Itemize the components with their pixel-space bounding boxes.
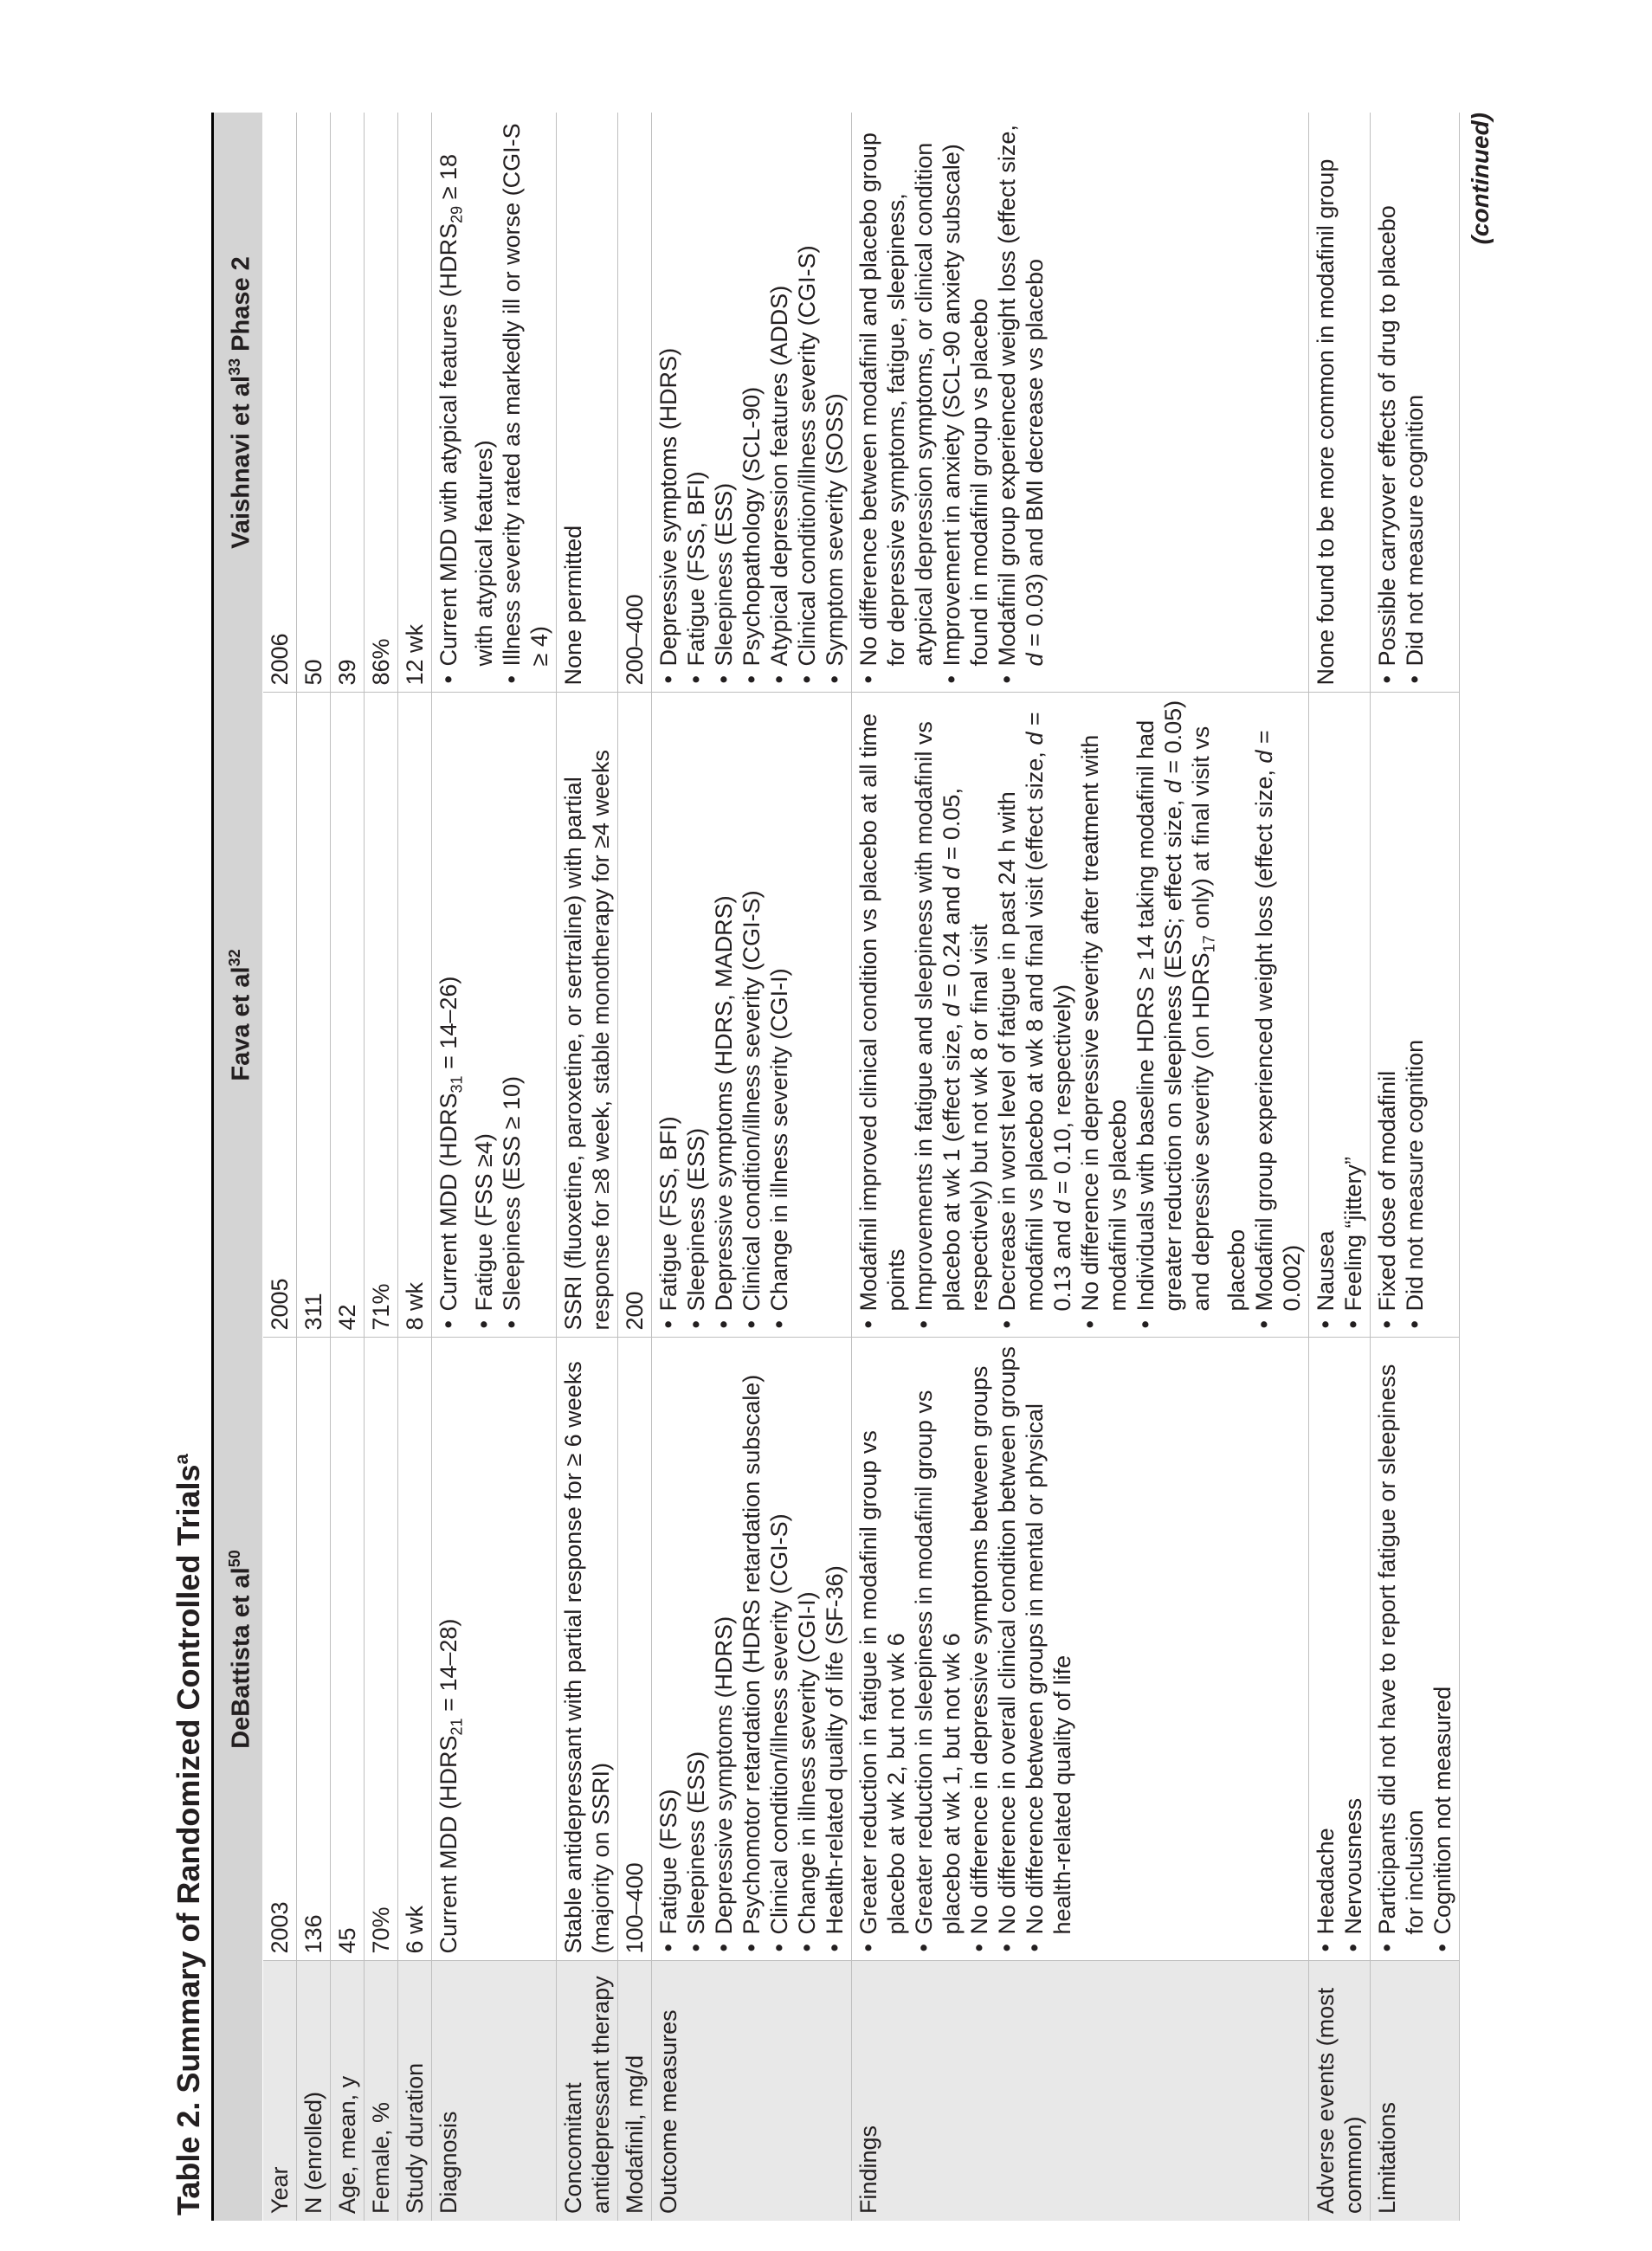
row-label: Female, % [364, 1961, 397, 2221]
list-item: • Modafinil improved clinical condition vs placebo at all time points [855, 699, 910, 1331]
cell-vaishnavi: 86% [364, 113, 397, 693]
list-item: • No difference in overall clinical condition between groups [993, 1344, 1021, 1954]
cell-vaishnavi: 200–400 [618, 113, 652, 693]
list-item: • Illness severity rated as markedly ill or worse (CGI-S ≥ 4) [498, 118, 553, 686]
table-row [262, 113, 296, 2221]
row-label: Adverse events (most common) [1309, 1961, 1371, 2221]
bullet-list [1373, 1344, 1456, 1954]
list-item: • Fatigue (FSS ≥4) [470, 699, 498, 1331]
table-row [1371, 113, 1460, 2221]
list-item: • Cognition not measured [1429, 1344, 1456, 1954]
list-item: • Sleepiness (ESS) [682, 699, 710, 1331]
row-label: N (enrolled) [296, 1961, 330, 2221]
list-item: • Headache [1312, 1344, 1339, 1954]
cell-fava: 200 [618, 693, 652, 1338]
list-item: • Individuals with baseline HDRS ≥ 14 taking modafinil had greater reduction on sleepiness (ESS; effect size, d = 0.05) and depressive severity (on $HDRS_{17}$ only) at final visit vs placebo [1132, 699, 1250, 1331]
row-label: Study duration [397, 1961, 431, 2221]
header-debattista: DeBattista et $al^{50}$ [214, 1338, 262, 1961]
table-row [364, 113, 397, 2221]
cell-fava: 71% [364, 693, 397, 1338]
cell-vaishnavi [852, 113, 1309, 693]
list-item: • Nervousness [1339, 1344, 1367, 1954]
bullet-list [855, 1344, 1076, 1954]
cell-fava [1309, 693, 1371, 1338]
list-item: • Depressive symptoms (HDRS) [710, 1344, 738, 1954]
table-row [330, 113, 364, 2221]
table-row [397, 113, 431, 2221]
list-item: • No difference between modafinil and placebo group for depressive symptoms, fatigue, sleepiness, atypical depression symptoms, or clinical condition [855, 118, 938, 686]
header-vaishnavi: Vaishnavi et $al^{33}$ Phase 2 [214, 113, 262, 693]
header-fava: Fava et $al^{32}$ [214, 693, 262, 1338]
row-label: Year [262, 1961, 296, 2221]
list-item: • No difference between groups in mental or physical health-related quality of life [1021, 1344, 1076, 1954]
list-item: • Greater reduction in sleepiness in modafinil group vs placebo at wk 1, but not wk 6 [910, 1344, 965, 1954]
cell-fava: SSRI (fluoxetine, paroxetine, or sertraline) with partial response for ≥8 week, stable monotherapy for ≥4 weeks [557, 693, 618, 1338]
list-item: • Fatigue (FSS) [655, 1344, 682, 1954]
cell-vaishnavi [652, 113, 852, 693]
bullet-list [855, 118, 1049, 686]
list-item: • Participants did not have to report fatigue or sleepiness for inclusion [1373, 1344, 1429, 1954]
cell-debattista: 2003 [262, 1338, 296, 1961]
bullet-list [435, 699, 526, 1331]
list-item: • Did not measure cognition [1401, 118, 1429, 686]
list-item: • Nausea [1312, 699, 1339, 1331]
row-label: Age, mean, y [330, 1961, 364, 2221]
bullet-list [1373, 699, 1429, 1331]
list-item: • Psychomotor retardation (HDRS retardation subscale) [738, 1344, 765, 1954]
table-title: Table 2. Summary of Randomized Controlled Trials$^a$ [165, 113, 214, 2221]
cell-fava: 311 [296, 693, 330, 1338]
cell-debattista: Stable antidepressant with partial response for ≥ 6 weeks (majority on SSRI) [557, 1338, 618, 1961]
list-item: • Current MDD $(HDRS_{31} = 14-26)$ [435, 699, 470, 1331]
list-item: • Depressive symptoms (HDRS) [655, 118, 682, 686]
cell-vaishnavi: 39 [330, 113, 364, 693]
continued-note: (continued) [1467, 113, 1494, 245]
bullet-list [1312, 699, 1367, 1331]
header-row [214, 113, 262, 2221]
list-item: • Change in illness severity (CGI-I) [793, 1344, 821, 1954]
table-row [1309, 113, 1371, 2221]
cell-vaishnavi: 12 wk [397, 113, 431, 693]
cell-debattista [652, 1338, 852, 1961]
cell-debattista [852, 1338, 1309, 1961]
bullet-list [855, 699, 1306, 1331]
list-item: • Sleepiness (ESS) [710, 118, 738, 686]
bullet-list [1373, 118, 1429, 686]
cell-debattista: Current MDD $(HDRS_{21} = 14-28)$ [431, 1338, 556, 1961]
table-row [431, 113, 556, 2221]
row-label: Modafinil, mg/d [618, 1961, 652, 2221]
cell-vaishnavi: None found to be more common in modafinil group [1309, 113, 1371, 693]
cell-vaishnavi: 2006 [262, 113, 296, 693]
table-row [618, 113, 652, 2221]
cell-fava: 42 [330, 693, 364, 1338]
cell-debattista [1371, 1338, 1460, 1961]
list-item: • Improvement in anxiety (SCL-90 anxiety subscale) found in modafinil group vs placebo [938, 118, 993, 686]
table-row [652, 113, 852, 2221]
bullet-list [655, 118, 849, 686]
list-item: • No difference in depressive symptoms between groups [965, 1344, 993, 1954]
list-item: • Clinical condition/illness severity (CGI-S) [793, 118, 821, 686]
header-blank [214, 1961, 262, 2221]
list-item: • Feeling “jittery” [1339, 699, 1367, 1331]
cell-fava [431, 693, 556, 1338]
list-item: • Fatigue (FSS, BFI) [682, 118, 710, 686]
table-row [296, 113, 330, 2221]
list-item: • Possible carryover effects of drug to placebo [1373, 118, 1401, 686]
table-row [557, 113, 618, 2221]
cell-debattista: 45 [330, 1338, 364, 1961]
list-item: • Sleepiness (ESS) [682, 1344, 710, 1954]
cell-fava: 8 wk [397, 693, 431, 1338]
list-item: • Fatigue (FSS, BFI) [655, 699, 682, 1331]
cell-debattista: 100–400 [618, 1338, 652, 1961]
list-item: • Did not measure cognition [1401, 699, 1429, 1331]
list-item: • Atypical depression features (ADDS) [765, 118, 793, 686]
cell-fava [1371, 693, 1460, 1338]
table-row [852, 113, 1309, 2221]
list-item: • Fixed dose of modafinil [1373, 699, 1401, 1331]
trials-table [214, 113, 1460, 2221]
cell-vaishnavi [1371, 113, 1460, 693]
cell-fava [652, 693, 852, 1338]
list-item: • Health-related quality of life (SF-36) [821, 1344, 849, 1954]
list-item: • Greater reduction in fatigue in modafinil group vs placebo at wk 2, but not wk 6 [855, 1344, 910, 1954]
bullet-list [655, 699, 793, 1331]
row-label: Limitations [1371, 1961, 1460, 2221]
cell-fava: 2005 [262, 693, 296, 1338]
row-label: Concomitant antidepressant therapy [557, 1961, 618, 2221]
list-item: • Change in illness severity (CGI-I) [765, 699, 793, 1331]
row-label: Findings [852, 1961, 1309, 2221]
cell-vaishnavi: None permitted [557, 113, 618, 693]
list-item: • Improvements in fatigue and sleepiness with modafinil vs placebo at wk 1 (effect size, d = 0.24 and d = 0.05, respectively) but not wk 8 or final visit [910, 699, 993, 1331]
list-item: • Modafinil group experienced weight loss (effect size, d = 0.002) [1250, 699, 1306, 1331]
cell-debattista: 136 [296, 1338, 330, 1961]
list-item: • Clinical condition/illness severity (CGI-S) [738, 699, 765, 1331]
bullet-list [655, 1344, 849, 1954]
list-item: • No difference in depressive severity after treatment with modafinil vs placebo [1076, 699, 1132, 1331]
list-item: • Psychopathology (SCL-90) [738, 118, 765, 686]
cell-fava [852, 693, 1309, 1338]
row-label: Outcome measures [652, 1961, 852, 2221]
bullet-list [435, 118, 553, 686]
row-label: Diagnosis [431, 1961, 556, 2221]
cell-debattista: 70% [364, 1338, 397, 1961]
cell-vaishnavi [431, 113, 556, 693]
list-item: • Modafinil group experienced weight loss (effect size, d = 0.03) and BMI decrease vs placebo [993, 118, 1049, 686]
cell-vaishnavi: 50 [296, 113, 330, 693]
cell-debattista [1309, 1338, 1371, 1961]
list-item: • Current MDD with atypical features ($HDRS_{29} \ge 18$ with atypical features) [435, 118, 498, 686]
list-item: • Sleepiness (ESS ≥ 10) [498, 699, 526, 1331]
list-item: • Decrease in worst level of fatigue in past 24 h with modafinil vs placebo at wk 8 and final visit (effect size, d = 0.13 and d = 0.10, respectively) [993, 699, 1076, 1331]
list-item: • Depressive symptoms (HDRS, MADRS) [710, 699, 738, 1331]
list-item: • Symptom severity (SOSS) [821, 118, 849, 686]
list-item: • Clinical condition/illness severity (CGI-S) [765, 1344, 793, 1954]
bullet-list [1312, 1344, 1367, 1954]
cell-debattista: 6 wk [397, 1338, 431, 1961]
table-container [165, 113, 1494, 2221]
